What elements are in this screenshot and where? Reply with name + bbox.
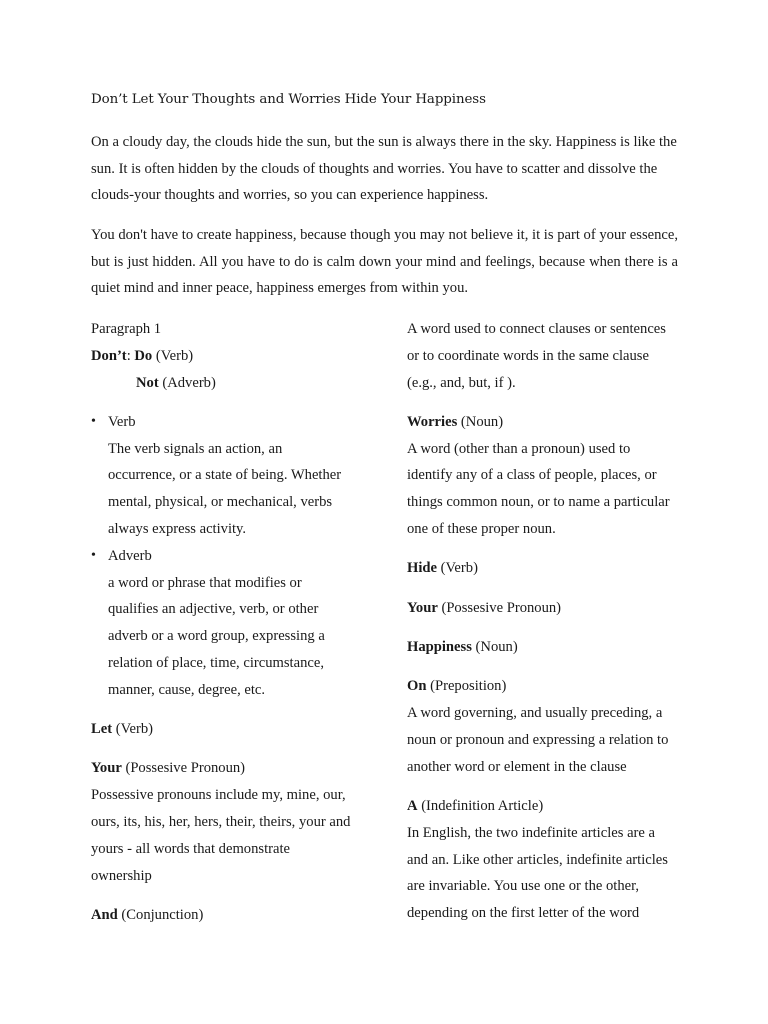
bullet-adverb bbox=[91, 543, 362, 704]
bullet-verb bbox=[91, 409, 362, 543]
and-entry bbox=[91, 902, 362, 929]
definition-line: noun or pronoun and expressing a relation to bbox=[407, 731, 669, 748]
definition-line: occurrence, or a state of being. Whether bbox=[108, 467, 342, 484]
definition-line: and an. Like other articles, indefinite articles bbox=[407, 851, 668, 868]
not-entry bbox=[91, 370, 362, 397]
definition-line: adverb or a word group, expressing a bbox=[108, 628, 325, 645]
let-entry bbox=[91, 716, 362, 743]
term-word: Don’t bbox=[91, 347, 127, 364]
term-pos: (Preposition) bbox=[426, 678, 507, 695]
definition-line: (e.g., and, but, if ). bbox=[407, 374, 516, 391]
your-entry bbox=[407, 595, 678, 622]
definition-line: Possessive pronouns include my, mine, our, bbox=[91, 787, 346, 804]
term-word: Not bbox=[136, 374, 159, 391]
document-title: Don’t Let Your Thoughts and Worries Hide Your Happiness bbox=[91, 92, 486, 107]
on-entry bbox=[407, 673, 678, 700]
definition-line: another word or element in the clause bbox=[407, 758, 627, 775]
term-separator: : bbox=[126, 347, 135, 364]
definition-line: ownership bbox=[91, 867, 152, 884]
definition-line: things common noun, or to name a particular bbox=[407, 494, 670, 511]
definition-line: ours, its, his, her, hers, their, theirs, your and bbox=[91, 814, 351, 831]
term-word: Hide bbox=[407, 560, 437, 577]
definition-line: The verb signals an action, an bbox=[108, 440, 283, 457]
definition-line: A word governing, and usually preceding, a bbox=[407, 705, 663, 722]
term-word: A bbox=[407, 797, 418, 814]
term-word: Your bbox=[91, 760, 122, 777]
bullet-icon: • bbox=[91, 413, 96, 429]
definition-line: In English, the two indefinite articles are a bbox=[407, 824, 656, 841]
worries-entry bbox=[407, 409, 678, 436]
right-column bbox=[407, 316, 678, 927]
term-pos: (Conjunction) bbox=[117, 906, 204, 923]
a-entry bbox=[407, 793, 678, 820]
term-pos: (Verb) bbox=[437, 560, 478, 577]
definition-line: or to coordinate words in the same clause bbox=[407, 347, 649, 364]
your-entry bbox=[91, 755, 362, 782]
bullet-heading: Adverb bbox=[108, 547, 152, 564]
definition-line: A word (other than a pronoun) used to bbox=[407, 440, 631, 457]
bullet-icon: • bbox=[91, 547, 96, 563]
left-column bbox=[91, 316, 362, 929]
hide-entry bbox=[407, 555, 678, 582]
definition-line: qualifies an adjective, verb, or other bbox=[108, 601, 319, 618]
definition-line: depending on the first letter of the word bbox=[407, 905, 640, 922]
term-word: Happiness bbox=[407, 638, 472, 655]
definition-line: relation of place, time, circumstance, bbox=[108, 655, 324, 672]
term-word: And bbox=[91, 906, 118, 923]
term-pos: (Noun) bbox=[471, 638, 518, 655]
term-pos: (Indefinition Article) bbox=[417, 797, 544, 814]
term-pos: (Verb) bbox=[152, 347, 194, 364]
definition-line: always express activity. bbox=[108, 521, 247, 538]
definition-line: one of these proper noun. bbox=[407, 521, 556, 538]
dont-entry bbox=[91, 343, 362, 370]
term-word: Let bbox=[91, 721, 113, 738]
term-word: Worries bbox=[407, 413, 458, 430]
term-pos: (Possesive Pronoun) bbox=[437, 599, 562, 616]
term-word: Your bbox=[407, 599, 438, 616]
definition-line: manner, cause, degree, etc. bbox=[108, 681, 266, 698]
intro-paragraph-1: On a cloudy day, the clouds hide the sun, but the sun is always there in the sky. Happiness is like the sun. It is often hidden by the clouds of thoughts and worries. You have to scatter and dissolve the clouds-your thoughts and worries, so you can experience happiness. bbox=[91, 134, 677, 203]
definition-line: mental, physical, or mechanical, verbs bbox=[108, 494, 333, 511]
definition-line: a word or phrase that modifies or bbox=[108, 574, 302, 591]
definition-line: identify any of a class of people, places, or bbox=[407, 467, 657, 484]
term-pos: (Noun) bbox=[457, 413, 504, 430]
happiness-entry bbox=[407, 634, 678, 661]
definition-line: A word used to connect clauses or sentences bbox=[407, 321, 666, 337]
term-pos: (Possesive Pronoun) bbox=[121, 760, 246, 777]
definition-line: yours - all words that demonstrate bbox=[91, 840, 290, 857]
term-word: Do bbox=[134, 347, 153, 364]
definition-line: are invariable. You use one or the other, bbox=[407, 878, 640, 895]
paragraph-label: Paragraph 1 bbox=[91, 321, 162, 337]
term-pos: (Verb) bbox=[112, 721, 154, 738]
bullet-heading: Verb bbox=[108, 413, 136, 430]
intro-paragraph-2: You don't have to create happiness, because though you may not believe it, it is part of your essence, but is just hidden. All you have to do is calm down your mind and feelings, because when there is a quiet mind and inner peace, happiness emerges from within you. bbox=[91, 227, 678, 296]
term-word: On bbox=[407, 678, 427, 695]
term-pos: (Adverb) bbox=[158, 374, 216, 391]
